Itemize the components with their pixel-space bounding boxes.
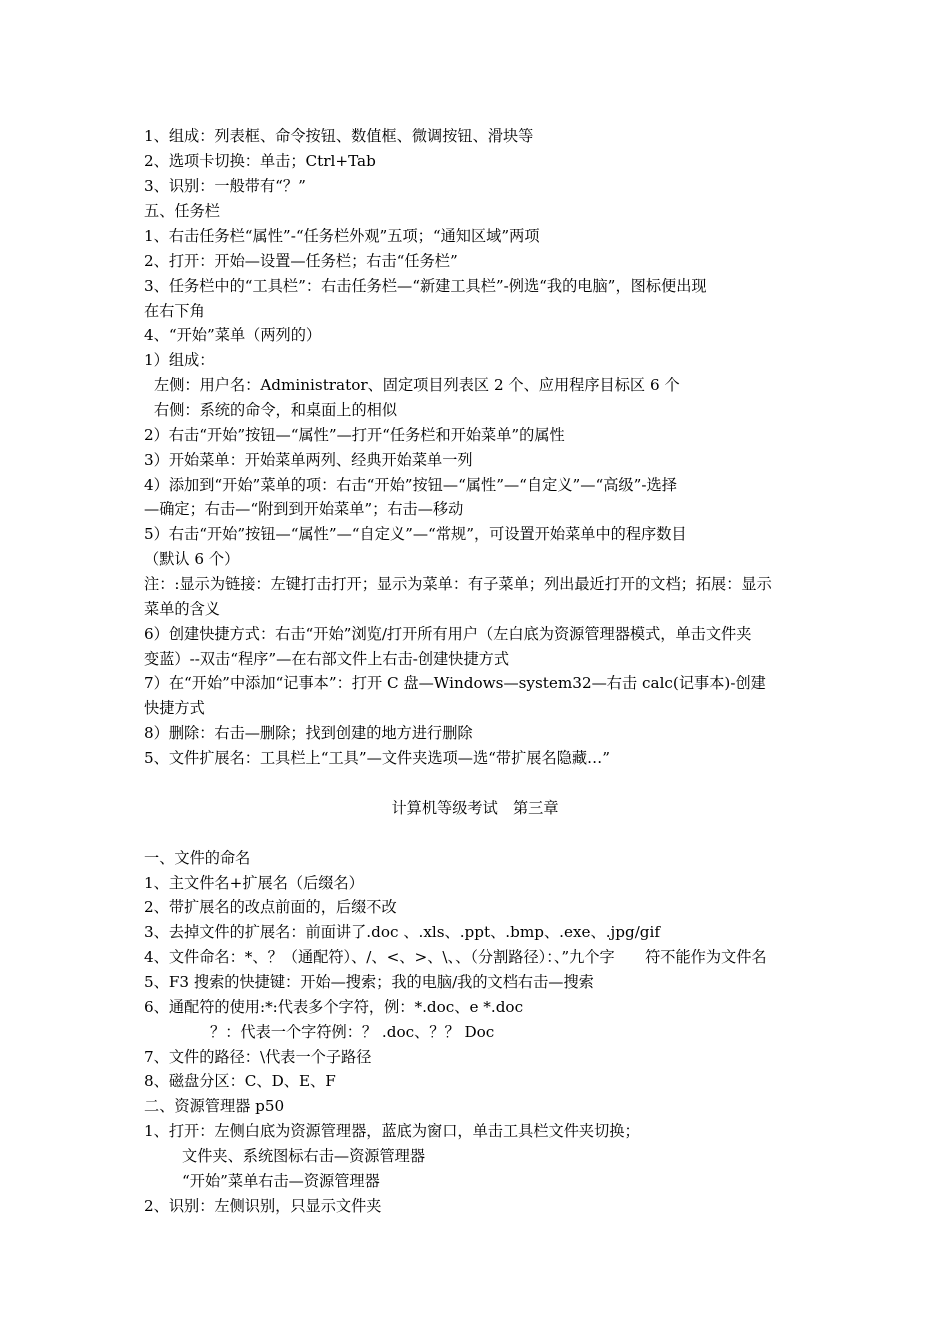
text-line: 3、去掉文件的扩展名：前面讲了.doc 、.xls、.ppt、.bmp、.exe、.jpg/gif xyxy=(144,923,661,941)
text-line: 1、打开：左侧白底为资源管理器，蓝底为窗口，单击工具栏文件夹切换； xyxy=(144,1122,640,1140)
text-line: 5、F3 搜索的快捷键：开始—搜索；我的电脑/我的文档右击—搜索 xyxy=(144,973,594,991)
text-line: （默认 6 个） xyxy=(144,550,240,568)
text-line: 快捷方式 xyxy=(144,699,205,717)
text-line: 7）在“开始”中添加“记事本”：打开 C 盘—Windows—system32—右击 calc(记事本)-创建 xyxy=(144,674,766,692)
note-line: 菜单的含义 xyxy=(144,600,220,618)
text-line: 1）组成： xyxy=(144,351,215,369)
text-line: 3）开始菜单：开始菜单两列、经典开始菜单一列 xyxy=(144,451,473,469)
section-heading: 一、文件的命名 xyxy=(144,849,251,867)
chapter-title: 计算机等级考试 第三章 xyxy=(391,799,559,817)
text-line: 左侧：用户名：Administrator、固定项目列表区 2 个、应用程序目标区 6 个 xyxy=(154,376,680,394)
text-line: 1、右击任务栏“属性”-“任务栏外观”五项；“通知区域”两项 xyxy=(144,227,540,245)
text-line: “开始”菜单右击—资源管理器 xyxy=(182,1172,380,1190)
text-line: 6）创建快捷方式：右击“开始”浏览/打开所有用户（左白底为资源管理器模式，单击文件夹 xyxy=(144,625,752,643)
text-line: 5、文件扩展名：工具栏上“工具”—文件夹选项—选“带扩展名隐藏…” xyxy=(144,749,610,767)
text-line: 4、“开始”菜单（两列的） xyxy=(144,326,322,344)
text-line: 1、主文件名+扩展名（后缀名） xyxy=(144,874,364,892)
section-heading: 五、任务栏 xyxy=(144,202,220,220)
text-line: 8）删除：右击—删除；找到创建的地方进行删除 xyxy=(144,724,473,742)
text-line: 2、打开：开始—设置—任务栏；右击“任务栏” xyxy=(144,252,458,270)
text-line: 变蓝）--双击“程序”—在右部文件上右击-创建快捷方式 xyxy=(144,650,510,668)
text-line: 2、选项卡切换：单击；Ctrl+Tab xyxy=(144,152,376,170)
text-line: 4）添加到“开始”菜单的项：右击“开始”按钮—“属性”—“自定义”—“高级”-选择 xyxy=(144,476,677,494)
text-line: 8、磁盘分区：C、D、E、F xyxy=(144,1072,336,1090)
text-line: 2、识别：左侧识别，只显示文件夹 xyxy=(144,1197,382,1215)
note-line: 注：:显示为链接：左键打击打开；显示为菜单：有子菜单；列出最近打开的文档；拓展：显示 xyxy=(144,575,772,593)
text-line: 3、任务栏中的“工具栏”：右击任务栏—“新建工具栏”-例选“我的电脑”，图标便出现 xyxy=(144,277,707,295)
text-line: 右侧：系统的命令，和桌面上的相似 xyxy=(154,401,397,419)
text-line: 3、识别：一般带有“？” xyxy=(144,177,306,195)
section-heading: 二、资源管理器 p50 xyxy=(144,1097,285,1115)
text-line: ？：代表一个字符例：？ .doc、？？ Doc xyxy=(210,1023,495,1041)
text-line: 7、文件的路径：\代表一个子路径 xyxy=(144,1048,372,1066)
text-line: 5）右击“开始”按钮—“属性”—“自定义”—“常规”，可设置开始菜单中的程序数目 xyxy=(144,525,687,543)
text-line: 在右下角 xyxy=(144,302,205,320)
text-line: 4、文件命名：*、？（通配符）、/、<、>、\、、（分割路径）：、”九个字 符不能作为文件名 xyxy=(144,948,767,966)
text-line: 2、带扩展名的改点前面的，后缀不改 xyxy=(144,898,397,916)
text-line: 1、组成：列表框、命令按钮、数值框、微调按钮、滑块等 xyxy=(144,127,534,145)
text-line: —确定；右击—“附到到开始菜单”；右击—移动 xyxy=(144,500,464,518)
text-line: 6、通配符的使用:*:代表多个字符，例：*.doc、e *.doc xyxy=(144,998,524,1016)
text-line: 文件夹、系统图标右击—资源管理器 xyxy=(182,1147,425,1165)
text-line: 2）右击“开始”按钮—“属性”—打开“任务栏和开始菜单”的属性 xyxy=(144,426,565,444)
